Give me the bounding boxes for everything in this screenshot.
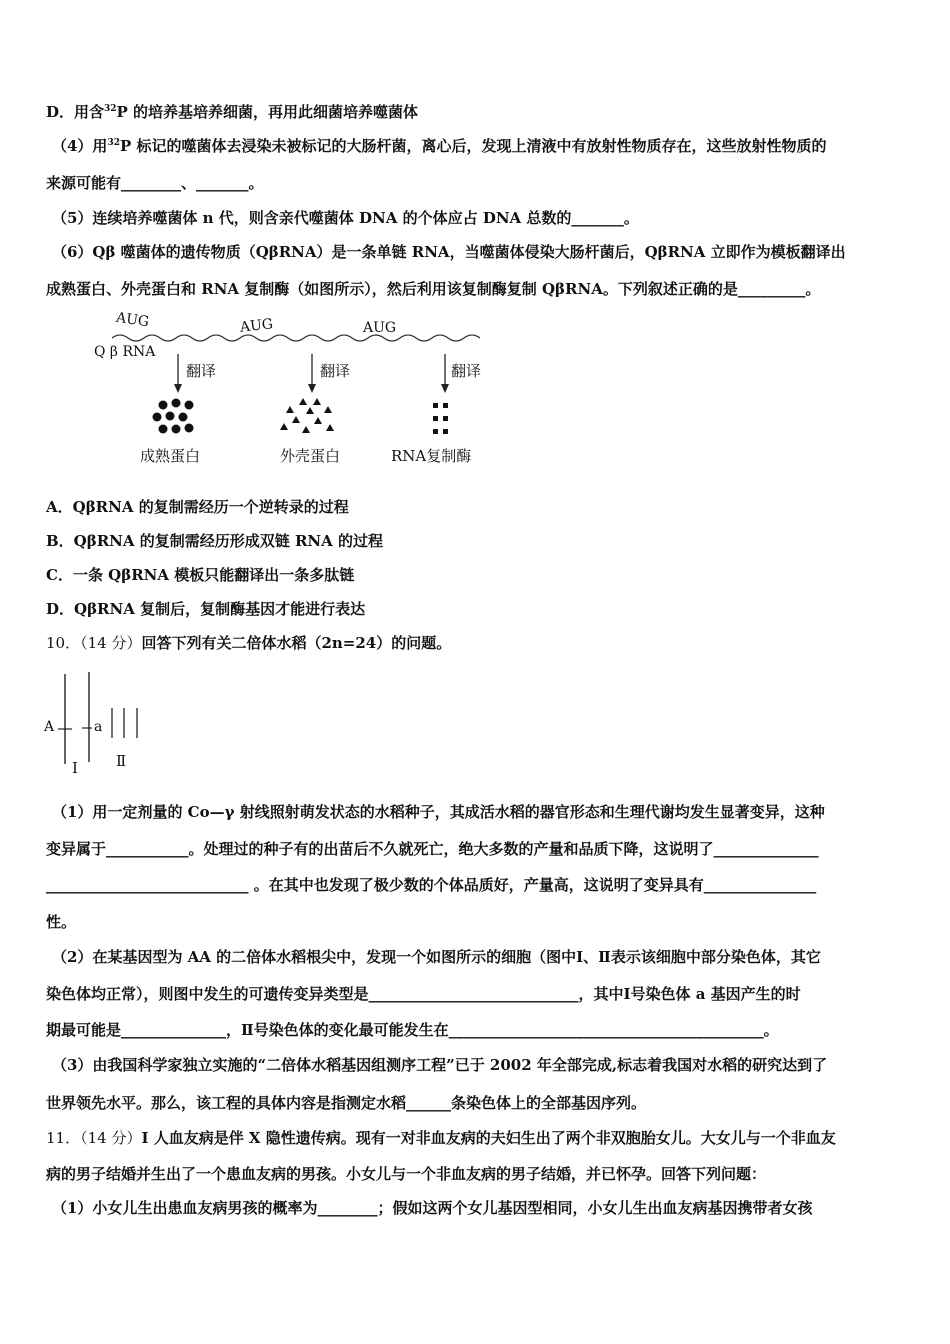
- question-4-line-2: 来源可能有________、_______。: [46, 174, 264, 192]
- question-5: （5）连续培养噬菌体 n 代，则含亲代噬菌体 DNA 的个体应占 DNA 总数的_______。: [52, 209, 639, 227]
- replicase-squares: [433, 403, 448, 434]
- option-c: C．一条 QβRNA 模板只能翻译出一条多肽链: [46, 566, 355, 584]
- rna-translation-figure: [90, 308, 530, 473]
- question-10-1-line-1: （1）用一定剂量的 Co—γ 射线照射萌发状态的水稻种子，其成活水稻的器官形态和生理代谢均发生显著变异，这种: [52, 803, 825, 821]
- question-10-2-line-1: （2）在某基因型为 AA 的二倍体水稻根尖中，发现一个如图所示的细胞（图中Ⅰ、Ⅱ表示该细胞中部分染色体，其它: [52, 948, 821, 966]
- product-label-replicase: RNA复制酶: [391, 447, 472, 465]
- product-label-mature-protein: 成熟蛋白: [140, 447, 201, 465]
- gene-A-label: A: [44, 719, 55, 735]
- question-11-number: 11．（14 分）: [46, 1129, 142, 1147]
- option-a: A．QβRNA 的复制需经历一个逆转录的过程: [46, 498, 349, 516]
- mature-protein-dots: [153, 399, 194, 434]
- question-11-line-2: 病的男子结婚并生出了一个患血友病的男孩。小女儿与一个非血友病的男子结婚，并已怀孕。回答下列问题：: [46, 1165, 767, 1183]
- question-11-stem: 11．（14 分）I 人血友病是伴 X 隐性遗传病。现有一对非血友病的夫妇生出了两个非双胞胎女儿。大女儿与一个非血友: [46, 1129, 836, 1147]
- option-d: D．QβRNA 复制后，复制酶基因才能进行表达: [46, 600, 366, 618]
- translate-label-3: 翻译: [451, 362, 482, 380]
- chromosome-drawing: [44, 670, 164, 782]
- codon-label-1: AUG: [115, 309, 151, 331]
- strand-label: Q β RNA: [94, 344, 156, 360]
- chromosome-II-label: Ⅱ: [116, 752, 127, 770]
- question-10-number: 10．（14 分）: [46, 634, 142, 652]
- question-10-1-line-4: 性。: [46, 913, 77, 931]
- gene-a-label: a: [94, 719, 103, 735]
- question-10-2-line-2: 染色体均正常），则图中发生的可遗传变异类型是____________________________，其中Ⅰ号染色体 a 基因产生的时: [46, 985, 801, 1003]
- coat-protein-triangles: [280, 398, 334, 433]
- question-10-1-line-2: 变异属于___________。处理过的种子有的出苗后不久就死亡，绝大多数的产量和品质下降，这说明了______________: [46, 840, 819, 858]
- question-10-2-line-3: 期最可能是______________，Ⅱ号染色体的变化最可能发生在__________________________________________。: [46, 1021, 779, 1039]
- translate-label-2: 翻译: [320, 362, 351, 380]
- question-10-stem: 10．（14 分）回答下列有关二倍体水稻（2n=24）的问题。: [46, 634, 452, 652]
- option-d-previous: D．用含$^{32}$P 的培养基培养细菌，再用此细菌培养噬菌体: [46, 103, 419, 121]
- chromosome-I-label: I: [72, 759, 78, 777]
- question-10-1-line-3: ___________________________ 。在其中也发现了极少数的个体品质好，产量高，这说明了变异具有_______________: [46, 876, 817, 894]
- question-10-3-line-2: 世界领先水平。那么，该工程的具体内容是指测定水稻______条染色体上的全部基因序列。: [46, 1094, 647, 1112]
- option-b: B．QβRNA 的复制需经历形成双链 RNA 的过程: [46, 532, 384, 550]
- question-10-3-line-1: （3）由我国科学家独立实施的“二倍体水稻基因组测序工程”已于 2002 年全部完成,标志着我国对水稻的研究达到了: [52, 1056, 828, 1074]
- codon-label-2: AUG: [239, 316, 274, 336]
- question-4-line-1: （4）用$^{32}$P 标记的噬菌体去浸染未被标记的大肠杆菌，离心后，发现上清液中有放射性物质存在，这些放射性物质的: [52, 137, 827, 155]
- question-6-line-2: 成熟蛋白、外壳蛋白和 RNA 复制酶（如图所示），然后利用该复制酶复制 QβRNA。下列叙述正确的是_________。: [46, 280, 821, 298]
- question-11-1: （1）小女儿生出患血友病男孩的概率为________；假如这两个女儿基因型相同，小女儿生出血友病基因携带者女孩: [52, 1199, 813, 1217]
- chromosome-figure: [44, 670, 164, 782]
- codon-label-3: AUG: [363, 320, 397, 336]
- product-label-coat-protein: 外壳蛋白: [280, 447, 341, 465]
- question-6-line-1: （6）Qβ 噬菌体的遗传物质（QβRNA）是一条单链 RNA，当噬菌体侵染大肠杆菌后，QβRNA 立即作为模板翻译出: [52, 243, 846, 261]
- translate-label-1: 翻译: [186, 362, 217, 380]
